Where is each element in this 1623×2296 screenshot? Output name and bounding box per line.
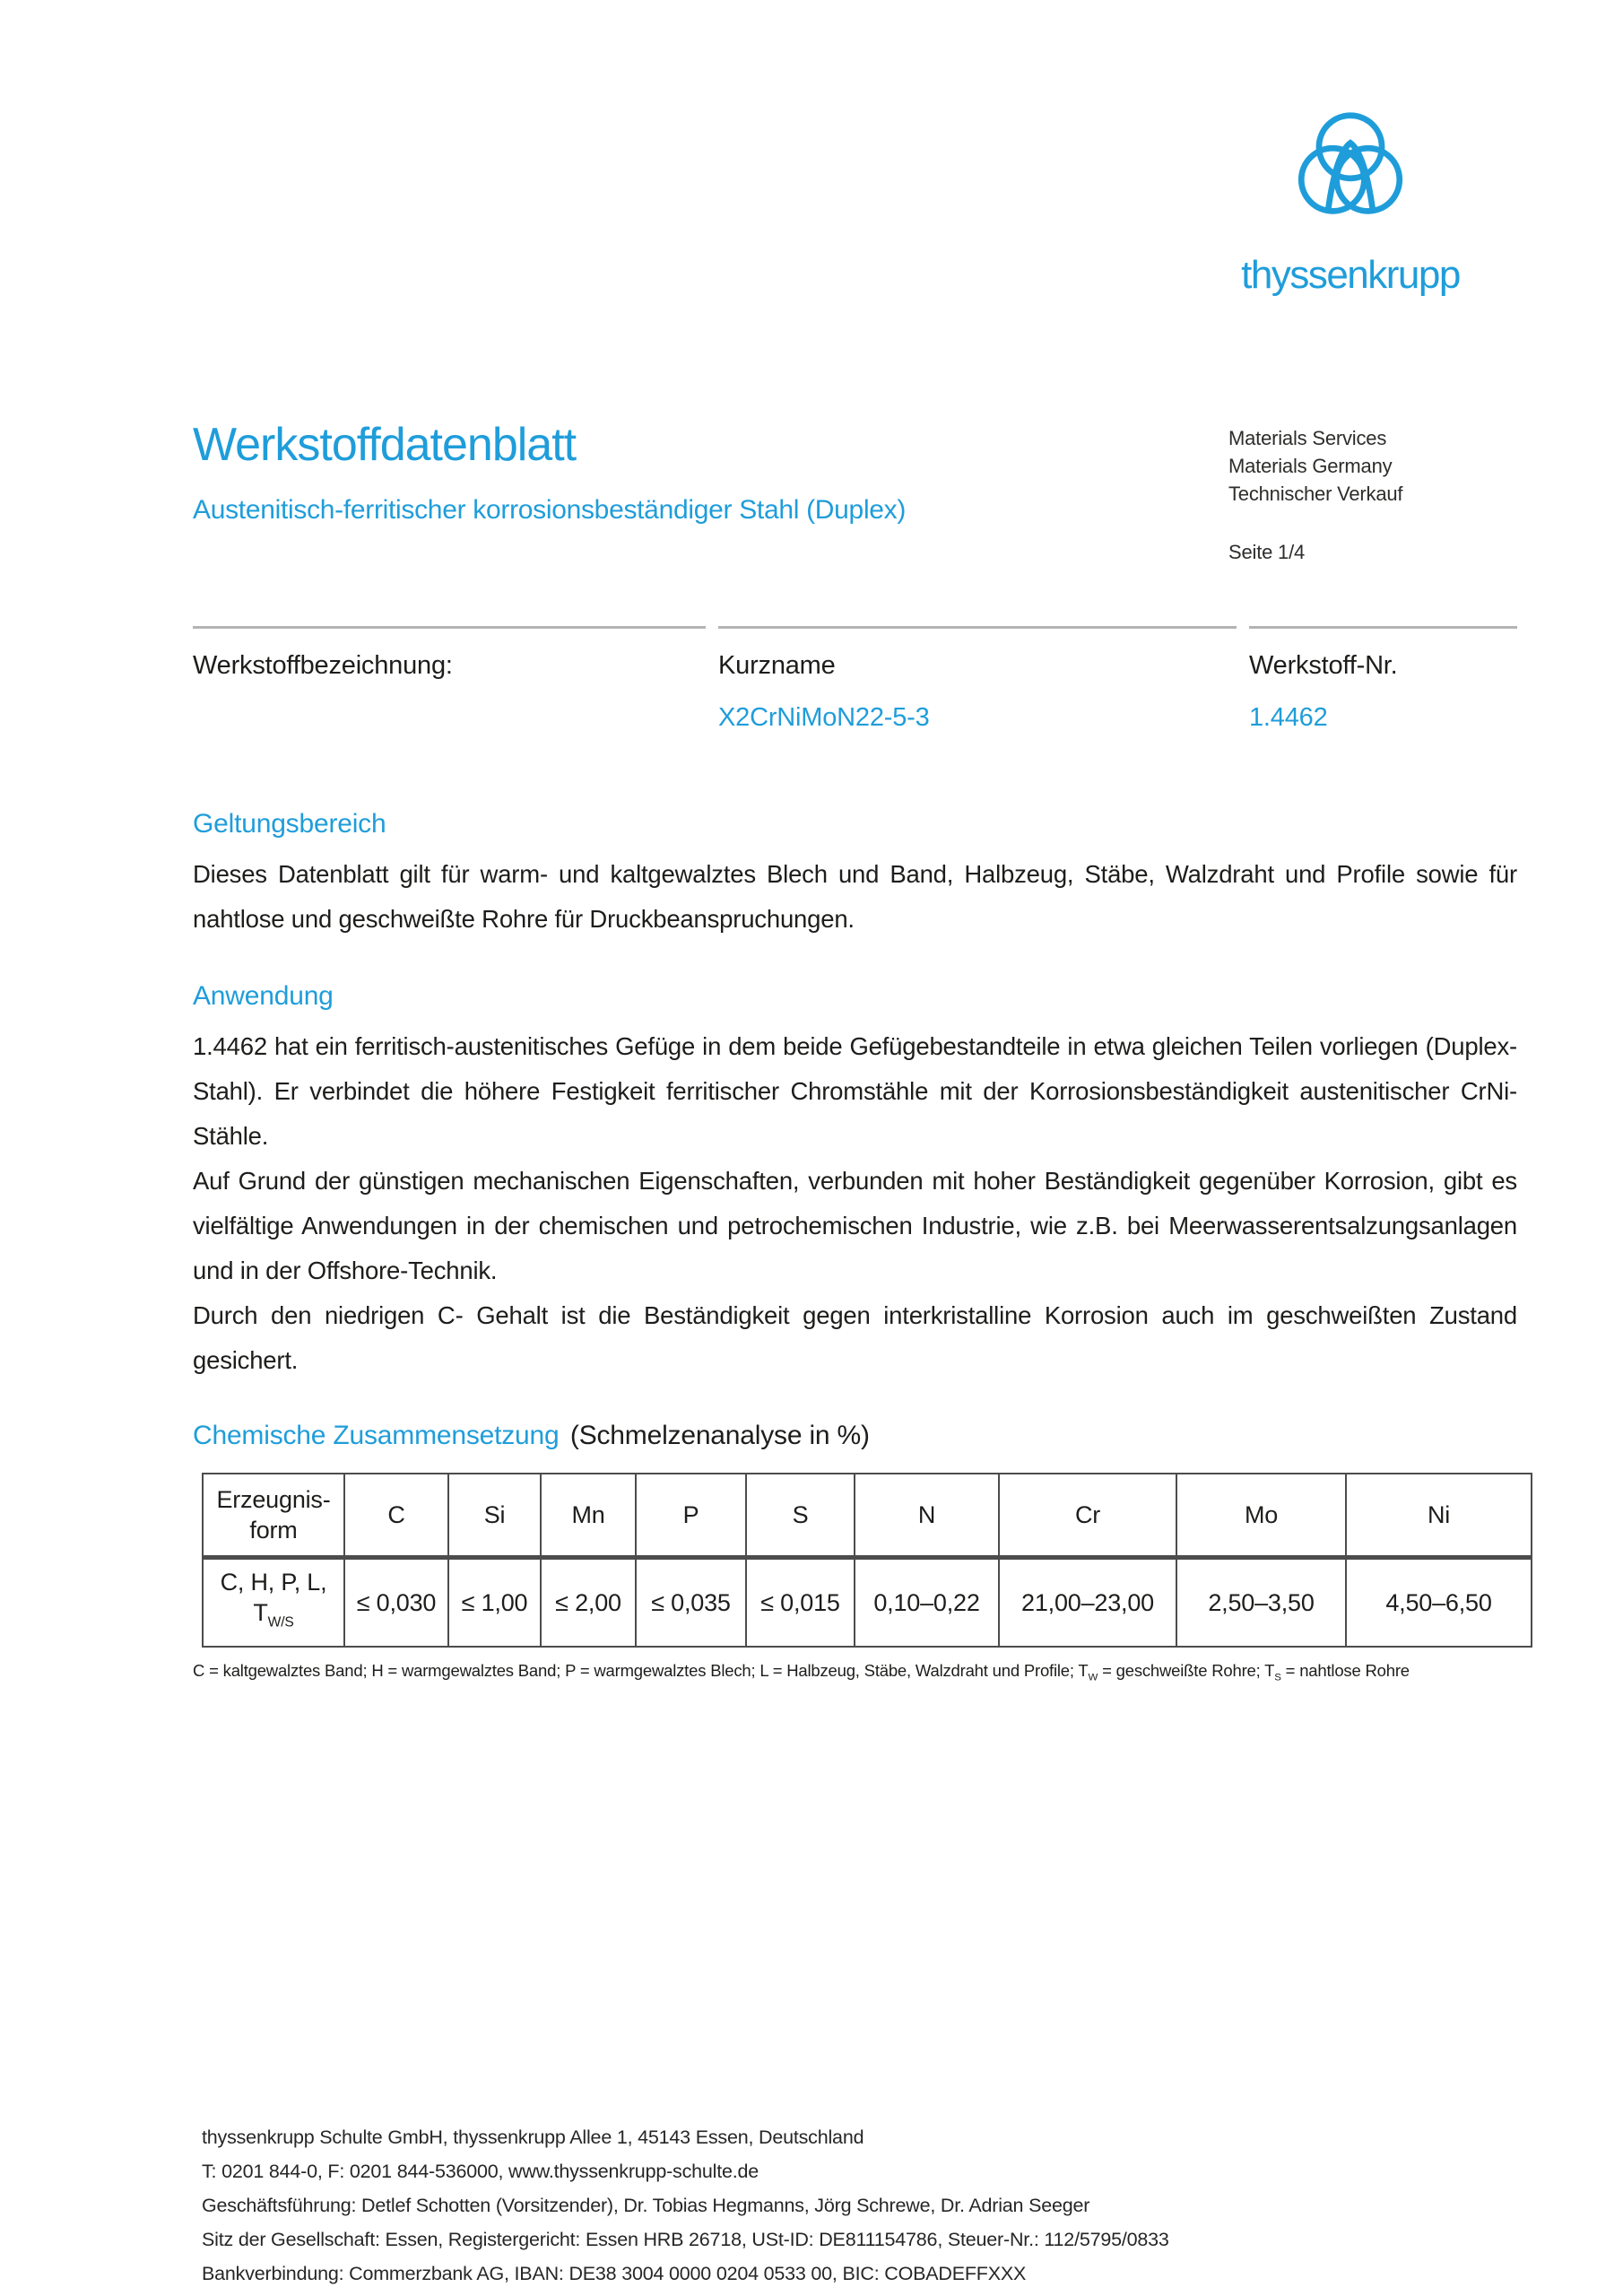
material-number-value: 1.4462 [1249,703,1328,732]
document-body [193,809,1517,1689]
material-identification-row [193,651,1517,733]
table-footnote: C = kaltgewalztes Band; H = warmgewalztes Band; P = warmgewalztes Blech; L = Halbzeug, Stäbe, Walzdraht und Profile; $T_W$ = geschweißte Rohre; $T_S$ = nahtlose Rohre [193,1661,1410,1683]
material-number-column [1249,651,1517,733]
header-element-Cr: Cr [999,1474,1176,1558]
header-divider-rule [193,626,1517,629]
value-Ni: 4,50–6,50 [1346,1558,1532,1648]
company-footer [202,2120,1169,2291]
header-element-Ni: Ni [1346,1474,1532,1558]
designation-column [193,651,718,733]
value-C: ≤ 0,030 [344,1558,448,1648]
header-element-P: P [636,1474,746,1558]
short-name-value: X2CrNiMoN22-5-3 [718,703,930,732]
value-P: ≤ 0,035 [636,1558,746,1648]
section-heading-chemistry [193,1421,1517,1451]
value-S: ≤ 0,015 [746,1558,855,1648]
chemistry-heading-text: Chemische Zusammensetzung [193,1421,560,1450]
designation-label: Werkstoffbezeichnung: [193,651,453,680]
table-header-row [203,1474,1532,1558]
application-paragraph: 1.4462 hat ein ferritisch-austenitisches Gefüge in dem beide Gefügebestandteile in etwa gleichen Teilen vorliegen (Duplex- Stahl). Er verbindet die höhere Festigkeit ferritischer Chromstähle mit der Korrosionsbeständigkeit austenitischer CrNi-Stähle. [193,1032,1517,1150]
header-element-N: N [855,1474,999,1558]
thyssenkrupp-logo [1227,108,1474,298]
title-block [193,420,906,566]
org-info-block [1228,420,1517,566]
chemistry-heading-suffix: (Schmelzenanalyse in %) [569,1421,870,1450]
page-subtitle: Austenitisch-ferritischer korrosionsbeständiger Stahl (Duplex) [193,495,907,525]
divider-segment [718,626,1237,629]
header-element-C: C [344,1474,448,1558]
chemical-composition-table [202,1473,1532,1648]
header-element-Mn: Mn [541,1474,636,1558]
masthead [193,420,1517,566]
material-number-label: Werkstoff-Nr. [1249,651,1398,680]
divider-segment [1249,626,1517,629]
section-heading-application: Anwendung [193,981,334,1011]
header-element-Si: Si [448,1474,541,1558]
value-Mn: ≤ 2,00 [541,1558,636,1648]
footer-line-address: thyssenkrupp Schulte GmbH, thyssenkrupp Allee 1, 45143 Essen, Deutschland [202,2126,864,2148]
scope-paragraph: Dieses Datenblatt gilt für warm- und kaltgewalztes Blech und Band, Halbzeug, Stäbe, Walzdraht und Profile sowie für nahtlose und geschweißte Rohre für Druckbeanspruchungen. [193,860,1517,933]
page-title: Werkstoffdatenblatt [193,419,577,471]
product-form-cell: C, H, P, L, $T_{W/S}$ [203,1558,344,1648]
org-line-germany: Materials Germany [1228,455,1393,477]
thyssenkrupp-wordmark: thyssenkrupp [1241,253,1460,297]
application-paragraph: Durch den niedrigen C- Gehalt ist die Beständigkeit gegen interkristalline Korrosion auch im geschweißten Zustand gesichert. [193,1301,1517,1374]
value-Mo: 2,50–3,50 [1176,1558,1346,1648]
footer-line-registry: Sitz der Gesellschaft: Essen, Registergericht: Essen HRB 26718, USt-ID: DE811154786, Steuer-Nr.: 112/5795/0833 [202,2229,1169,2250]
short-name-column [718,651,1249,733]
header-element-S: S [746,1474,855,1558]
value-N: 0,10–0,22 [855,1558,999,1648]
divider-segment [193,626,706,629]
application-paragraph: Auf Grund der günstigen mechanischen Eigenschaften, verbunden mit hoher Beständigkeit gegenüber Korrosion, gibt es vielfältige Anwendungen in der chemischen und petrochemischen Industrie, wie z.B. bei Meerwasserentsalzungsanlagen und in der Offshore-Technik. [193,1167,1517,1284]
footer-line-bank: Bankverbindung: Commerzbank AG, IBAN: DE38 3004 0000 0204 0533 00, BIC: COBADEFFXXX [202,2263,1027,2284]
org-line-services: Materials Services [1228,427,1387,449]
header-element-Mo: Mo [1176,1474,1346,1558]
org-line-sales: Technischer Verkauf [1228,483,1403,505]
section-heading-scope: Geltungsbereich [193,809,386,839]
short-name-label: Kurzname [718,651,836,680]
header-product-form: Erzeugnis- form [203,1474,344,1558]
footer-line-contact: T: 0201 844-0, F: 0201 844-536000, www.thyssenkrupp-schulte.de [202,2161,759,2182]
value-Si: ≤ 1,00 [448,1558,541,1648]
page-number-label: Seite 1/4 [1228,541,1306,563]
table-row [203,1558,1532,1648]
footer-line-management: Geschäftsführung: Detlef Schotten (Vorsitzender), Dr. Tobias Hegmanns, Jörg Schrewe, Dr. Adrian Seeger [202,2195,1090,2216]
value-Cr: 21,00–23,00 [999,1558,1176,1648]
thyssenkrupp-emblem-icon [1282,108,1419,239]
